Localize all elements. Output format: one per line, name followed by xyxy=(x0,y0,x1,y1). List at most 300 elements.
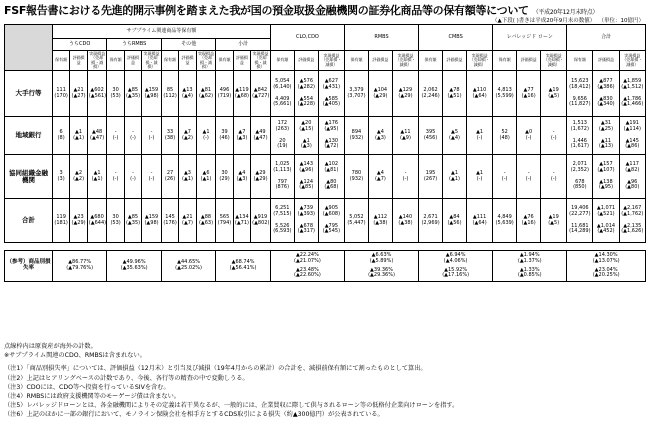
row-label: 地域銀行 xyxy=(5,117,53,155)
cell-value: - xyxy=(114,128,117,135)
cell-value: (19) xyxy=(277,143,288,150)
cell-value: 4,813 xyxy=(497,86,512,93)
table-cell xyxy=(70,71,87,117)
table-cell xyxy=(161,71,178,117)
table-cell xyxy=(70,199,87,243)
subheader-holding: 保有額 xyxy=(107,51,124,71)
cell-value: (▲80) xyxy=(625,184,640,191)
cell-value: ▲5 xyxy=(451,128,459,135)
cell-value: ▲7 xyxy=(183,128,191,135)
subheader-valuation: 評価損益 xyxy=(368,51,392,71)
loss-rate-value: (▲0.85%) xyxy=(517,272,542,279)
cell-value: (-) xyxy=(203,134,209,141)
cell-value: (▲1) xyxy=(449,175,460,182)
cell-value: (▲25) xyxy=(598,125,614,132)
cell-value: ▲21 xyxy=(73,86,84,93)
table-cell xyxy=(419,71,443,117)
table-cell xyxy=(52,71,69,117)
subheader-holding: 保有額 xyxy=(419,51,443,71)
cell-value: (▲1) xyxy=(73,134,85,141)
cell-value: (▲98) xyxy=(144,92,159,99)
row-label: 協同組織金融機関 xyxy=(5,155,53,199)
cell-value: ▲2,135 xyxy=(623,222,642,229)
cell-value: - xyxy=(527,169,530,176)
cell-value: (▲114) xyxy=(623,125,641,132)
cell-value: ▲1 xyxy=(302,137,310,144)
subheader-valuation: 評価損益 xyxy=(233,51,250,71)
table-cell xyxy=(124,199,141,243)
subheader-valuation: 評価損益 xyxy=(124,51,141,71)
loss-rate-value: ▲23.04% xyxy=(594,266,618,273)
table-cell xyxy=(344,71,368,117)
loss-rate-cell xyxy=(216,251,271,282)
header-cdo: うちCDO xyxy=(52,39,106,51)
cell-value: (▲405) xyxy=(322,101,341,108)
subheader-holding: 保有額 xyxy=(52,51,69,71)
header-rmbs: RMBS xyxy=(344,25,418,51)
cell-value: ▲21 xyxy=(182,213,193,220)
cell-value: ▲602 xyxy=(90,86,104,93)
note-line: （注4）RMBSには政府支援機関等のモーゲージ債は含まない。 xyxy=(4,393,180,401)
row-label: 大手行等 xyxy=(5,71,53,117)
cell-value: (▲63) xyxy=(198,219,214,226)
table-cell xyxy=(593,117,619,155)
cell-value: ▲80 xyxy=(326,178,337,185)
table-cell xyxy=(179,199,196,243)
cell-value: (1,672) xyxy=(570,125,589,132)
table-cell xyxy=(318,199,344,243)
cell-value: (-) xyxy=(550,175,557,182)
cell-value: 1,025 xyxy=(275,161,290,167)
cell-value: ▲19 xyxy=(548,86,559,93)
cell-value: (1,617) xyxy=(570,143,589,150)
cell-value: 6 xyxy=(59,128,63,135)
table-cell xyxy=(619,199,645,243)
header-clo: CLO,CDO xyxy=(270,25,344,51)
loss-rate-cell xyxy=(493,251,567,282)
cell-value: 1,513 xyxy=(572,120,587,126)
table-cell xyxy=(467,199,493,243)
cell-value: (▲1,512) xyxy=(621,83,644,90)
table-cell xyxy=(443,117,467,155)
cell-value: 30 xyxy=(112,213,119,220)
cell-value: (▲16) xyxy=(521,219,536,226)
cell-value: (▲13) xyxy=(598,143,614,150)
cell-value: 30 xyxy=(112,86,119,93)
cell-value: (▲1,762) xyxy=(621,210,644,217)
cell-value: ▲84 xyxy=(449,213,460,220)
cell-value: (5,599) xyxy=(495,92,514,99)
cell-value: ▲145 xyxy=(625,137,639,144)
table-cell xyxy=(392,117,418,155)
header-subtotal: 小計 xyxy=(216,39,271,51)
cell-value: ▲678 xyxy=(299,222,313,229)
cell-value: (38) xyxy=(164,134,176,141)
cell-value: - xyxy=(114,169,117,176)
cell-value: (▲29) xyxy=(398,92,413,99)
cell-value: ▲48 xyxy=(91,128,103,135)
cell-value: ▲11 xyxy=(600,137,612,144)
table-cell xyxy=(493,71,517,117)
header-total: 合計 xyxy=(567,25,646,51)
table-cell xyxy=(87,155,107,199)
cell-value: (-) xyxy=(525,134,532,141)
cell-value: (▲644) xyxy=(88,219,107,226)
loss-rate-cell xyxy=(52,251,106,282)
cell-value: 119 xyxy=(56,213,66,220)
note-line: （注5）レバレッジドローンとは、各金融機関によりその定義は若干異なるが、一般的には、企業買収に際して供与されるローン等の低格付企業向けローンを指す。 xyxy=(4,402,459,410)
cell-value: 195 xyxy=(425,169,436,176)
cell-value: (▲85) xyxy=(299,184,314,191)
cell-value: ▲4 xyxy=(376,128,384,135)
cell-value: (-) xyxy=(148,175,155,182)
cell-value: ▲78 xyxy=(449,86,460,93)
title-text: FSF報告書における先進的開示事例を踏まえた我が国の預金取扱金融機関の証券化商品等の保有額等について xyxy=(4,4,529,17)
table-cell xyxy=(216,117,233,155)
table-cell xyxy=(294,71,318,117)
cell-value: (850) xyxy=(573,184,587,191)
cell-value: (▲86) xyxy=(625,143,640,150)
table-cell xyxy=(179,71,196,117)
cell-value: (▲29) xyxy=(71,219,86,226)
cell-value: ▲7 xyxy=(238,128,246,135)
cell-value: ▲842 xyxy=(253,86,268,93)
table-cell xyxy=(593,199,619,243)
cell-value: ▲31 xyxy=(600,120,612,126)
cell-value: (▲15) xyxy=(299,125,314,132)
cell-value: (▲27) xyxy=(71,92,86,99)
cell-value: (26) xyxy=(164,175,176,182)
subheader-realized: 実現損益（売却損・減損） xyxy=(143,51,160,69)
table-cell xyxy=(517,155,541,199)
cell-value: 565 xyxy=(219,213,230,220)
cell-value: ▲111 xyxy=(472,213,487,220)
cell-value: (▲317) xyxy=(297,228,315,235)
cell-value: 3 xyxy=(59,169,63,176)
subheader-valuation: 評価損益 xyxy=(179,51,196,71)
header-subprime: サブプライム関連商品等保有額 xyxy=(52,25,270,39)
cell-value: 780 xyxy=(351,169,362,176)
table-cell xyxy=(368,71,392,117)
table-cell xyxy=(443,71,467,117)
table-cell xyxy=(196,155,216,199)
cell-value: ▲159 xyxy=(144,213,159,220)
note-line: （注6）上記のほかに一部の銀行において、モノライン保険会社を相手方とするCDS取引による損失（約▲300億円）が公表されている。 xyxy=(4,411,384,419)
cell-value: ▲138 xyxy=(599,178,613,185)
table-cell xyxy=(233,71,250,117)
cell-value: (1,113) xyxy=(273,166,292,173)
cell-value: (932) xyxy=(349,134,364,141)
cell-value: ▲129 xyxy=(398,86,413,93)
subheader-holding: 保有額 xyxy=(270,51,294,71)
table-cell xyxy=(270,71,294,117)
note-line: ※サブプライム関連のCDO、RMBSは含まれない。 xyxy=(4,352,146,360)
cell-value: - xyxy=(503,169,506,176)
note-line: 点線枠内は原資産が海外の計数。 xyxy=(4,343,97,350)
table-cell xyxy=(392,199,418,243)
cell-value: (▲282) xyxy=(297,83,315,90)
cell-value: (-) xyxy=(476,134,483,141)
cell-value: ▲830 xyxy=(599,95,613,102)
loss-rate-value: ▲1.94% xyxy=(519,252,540,258)
loss-rate-value: ▲22.24% xyxy=(295,252,319,258)
cell-value: ▲905 xyxy=(324,205,339,211)
cell-value: ▲1,071 xyxy=(596,205,616,211)
cell-value: (11,827) xyxy=(569,101,591,108)
table-cell xyxy=(541,117,567,155)
cell-value: ▲13 xyxy=(182,86,193,93)
loss-rate-value: (▲56.41%) xyxy=(229,265,257,271)
cell-value: (3,707) xyxy=(347,92,366,99)
table-cell xyxy=(124,71,141,117)
cell-value: (18,412) xyxy=(569,83,591,90)
loss-rate-value: ▲68.74% xyxy=(231,259,255,266)
cell-value: ▲1,014 xyxy=(596,222,616,229)
subheader-valuation: 評価損益 xyxy=(294,51,318,71)
cell-value: (▲35) xyxy=(125,219,141,226)
cell-value: (-) xyxy=(550,134,557,141)
table-cell xyxy=(493,155,517,199)
corner-cell xyxy=(5,25,53,71)
loss-rate-value: ▲14.30% xyxy=(594,252,618,258)
cell-value: ▲77 xyxy=(523,86,534,93)
cell-value: (5,447) xyxy=(347,219,366,226)
header-cmbs: CMBS xyxy=(419,25,493,51)
note-line: （注2）上記はヒアリングベースの計数であり、今後、各行等の精査の中で変動しうる。 xyxy=(4,374,249,382)
cell-value: (267) xyxy=(423,175,438,182)
cell-value: (▲16) xyxy=(521,92,536,99)
note-line: （注1）「商品別損失率」については、評価損益（12月末）と引当及び減損（19年4月からの累計）の合計を、減損前保有額にて割ったものとして算出。 xyxy=(4,365,427,373)
cell-value: ▲739 xyxy=(299,205,313,211)
subheader-row xyxy=(5,51,646,71)
table-cell xyxy=(517,199,541,243)
table-cell xyxy=(70,117,87,155)
cell-value: (▲2) xyxy=(73,175,85,182)
loss-rate-cell xyxy=(419,251,493,282)
cell-value: ▲1 xyxy=(75,128,83,135)
table-subtitle xyxy=(492,16,644,24)
cell-value: (▲521) xyxy=(597,210,615,217)
cell-value: (5,661) xyxy=(273,101,292,108)
cell-value: 39 xyxy=(221,128,228,135)
cell-value: 33 xyxy=(166,128,174,135)
cell-value: ▲157 xyxy=(599,161,613,167)
cell-value: (▲7) xyxy=(374,175,386,182)
cell-value: - xyxy=(404,169,407,176)
loss-rate-value: (▲20.25%) xyxy=(592,272,620,279)
table-cell xyxy=(467,117,493,155)
cell-value: 2,062 xyxy=(423,86,438,93)
cell-value: (▲1) xyxy=(91,175,103,182)
cell-value: ▲795 xyxy=(324,222,339,229)
cell-value: ▲1,859 xyxy=(623,78,642,84)
table-cell xyxy=(196,117,216,155)
table-cell xyxy=(142,155,162,199)
cell-value: ▲3 xyxy=(183,169,191,176)
cell-value: 4,849 xyxy=(497,213,512,220)
cell-value: 27 xyxy=(166,169,174,176)
table-cell xyxy=(233,117,250,155)
cell-value: (▲72) xyxy=(324,143,339,150)
cell-value: ▲1 xyxy=(93,169,101,176)
cell-value: (▲29) xyxy=(253,175,268,182)
subheader-realized: 実現損益（売却損・減損） xyxy=(318,51,344,71)
cell-value: (▲95) xyxy=(598,184,614,191)
subheader-realized: 実現損益（売却損・減損） xyxy=(252,51,269,69)
cell-value: (8) xyxy=(57,134,65,141)
cell-value: 2,671 xyxy=(423,213,438,220)
cell-value: ▲191 xyxy=(625,120,639,126)
cell-value: 52 xyxy=(501,128,508,135)
cell-value: - xyxy=(552,169,555,176)
holdings-table xyxy=(4,24,646,282)
loss-rate-value: ▲6.94% xyxy=(445,252,466,258)
cell-value: ▲20 xyxy=(301,120,312,126)
cell-value: (▲71) xyxy=(234,219,249,226)
cell-value: 5,526 xyxy=(275,222,290,229)
cell-value: (▲64) xyxy=(472,219,487,226)
cell-value: 11,681 xyxy=(571,222,589,229)
table-cell xyxy=(517,71,541,117)
cell-value: ▲576 xyxy=(299,78,313,84)
loss-rate-cell xyxy=(567,251,646,282)
table-cell xyxy=(443,199,467,243)
cell-value: ▲1 xyxy=(476,169,484,176)
table-row xyxy=(5,117,646,155)
cell-value: ▲110 xyxy=(472,86,487,93)
cell-value: ▲143 xyxy=(299,161,313,167)
cell-value: 5,054 xyxy=(275,78,290,84)
cell-value: (▲561) xyxy=(88,92,107,99)
cell-value: ▲627 xyxy=(324,78,339,84)
table-cell xyxy=(233,199,250,243)
cell-value: ▲2 xyxy=(75,169,83,176)
loss-rate-value: ▲1.33% xyxy=(519,266,540,273)
cell-value: ▲1,786 xyxy=(623,95,642,102)
cell-value: (▲38) xyxy=(373,219,388,226)
cell-value: (▲107) xyxy=(597,166,615,173)
subheader-realized: 実現損益（売却損・減損） xyxy=(89,51,106,69)
header-other: その他 xyxy=(161,39,215,51)
reference-row xyxy=(5,251,646,282)
cell-value: (-) xyxy=(130,175,136,182)
cell-value: (▲96) xyxy=(299,166,314,173)
cell-value: (2,969) xyxy=(421,219,440,226)
cell-value: (794) xyxy=(217,219,232,226)
loss-rate-value: (▲35.63%) xyxy=(120,265,148,271)
cell-value: ▲96 xyxy=(627,178,638,185)
cell-value: (▲3) xyxy=(300,143,312,150)
loss-rate-value: ▲15.92% xyxy=(444,266,468,273)
cell-value: (▲802) xyxy=(252,219,270,226)
cell-value: (▲1) xyxy=(200,175,212,182)
loss-rate-value: ▲6.63% xyxy=(371,252,392,258)
table-cell xyxy=(87,71,107,117)
loss-rate-value: (▲4.06%) xyxy=(443,257,468,264)
loss-rate-value: ▲39.36% xyxy=(370,266,393,273)
cell-value: (▲95) xyxy=(324,125,339,132)
cell-value: ▲4 xyxy=(238,169,246,176)
table-cell xyxy=(161,117,178,155)
cell-value: ▲117 xyxy=(625,161,639,167)
table-cell xyxy=(161,199,178,243)
table-cell xyxy=(124,155,141,199)
cell-value: 85 xyxy=(166,86,174,93)
cell-value: (▲38) xyxy=(398,219,413,226)
table-cell xyxy=(107,199,124,243)
cell-value: (▲727) xyxy=(252,92,270,99)
cell-value: (22,277) xyxy=(569,210,591,217)
loss-rate-value: (▲17.16%) xyxy=(442,272,470,279)
loss-rate-value: (▲22.60%) xyxy=(294,272,321,279)
header-rmbs-sub: うちRMBS xyxy=(107,39,161,51)
cell-value: (▲2) xyxy=(182,134,193,141)
cell-value: ▲134 xyxy=(235,213,249,220)
cell-value: (▲3) xyxy=(236,175,248,182)
cell-value: ▲159 xyxy=(144,86,159,93)
table-cell xyxy=(270,117,294,155)
subheader-holding: 保有額 xyxy=(567,51,593,71)
subheader-realized: 実現損益（売却損・減損） xyxy=(392,51,418,71)
cell-value: (263) xyxy=(275,125,290,132)
cell-value: (▲3) xyxy=(374,134,386,141)
subheader-holding: 保有額 xyxy=(161,51,178,71)
table-cell xyxy=(107,71,124,117)
cell-value: (▲35) xyxy=(125,92,141,99)
cell-value: (53) xyxy=(110,219,121,226)
cell-value: (▲4) xyxy=(182,92,193,99)
cell-value: ▲919 xyxy=(253,213,268,220)
table-cell xyxy=(196,71,216,117)
table-cell xyxy=(567,71,593,117)
unit-label: （単位：10億円） xyxy=(601,18,644,24)
cell-value: (▲431) xyxy=(322,83,341,90)
table-cell xyxy=(142,71,162,117)
reference-label: （参考）商品別損失率 xyxy=(5,251,53,282)
table-cell xyxy=(216,199,233,243)
table-cell xyxy=(196,199,216,243)
subheader-holding: 保有額 xyxy=(216,51,233,71)
cell-value: (▲29) xyxy=(373,92,388,99)
loss-rate-cell xyxy=(344,251,418,282)
cell-value: 20 xyxy=(279,137,286,144)
cell-value: (6,140) xyxy=(273,83,292,90)
cell-value: (▲545) xyxy=(322,228,341,235)
subheader-realized: 実現損益（売却損・減損） xyxy=(197,51,214,69)
cell-value: - xyxy=(552,128,555,135)
cell-value: ▲49 xyxy=(255,128,266,135)
cell-value: (-) xyxy=(525,175,532,182)
table-cell xyxy=(251,71,271,117)
cell-value: (▲608) xyxy=(322,210,341,217)
table-cell xyxy=(392,71,418,117)
cell-value: (▲82) xyxy=(625,166,640,173)
cell-value: (-) xyxy=(501,175,508,182)
note-line: （注3）CDOには、CDO等へ投資を行っているSIVを含む。 xyxy=(4,383,170,391)
table-cell xyxy=(107,155,124,199)
cell-value: (▲81) xyxy=(324,166,339,173)
loss-rate-value: ▲44.65% xyxy=(177,259,201,266)
loss-rate-value: (▲5.89%) xyxy=(369,257,394,264)
subtitle-text: （▲下段( )書きは平成20年9月末の数値） xyxy=(491,18,596,24)
table-row xyxy=(5,71,646,117)
table-cell xyxy=(368,155,392,199)
cell-value: ▲119 xyxy=(235,86,249,93)
table-cell xyxy=(251,199,271,243)
table-cell xyxy=(318,155,344,199)
table-cell xyxy=(392,155,418,199)
cell-value: ▲85 xyxy=(127,213,139,220)
